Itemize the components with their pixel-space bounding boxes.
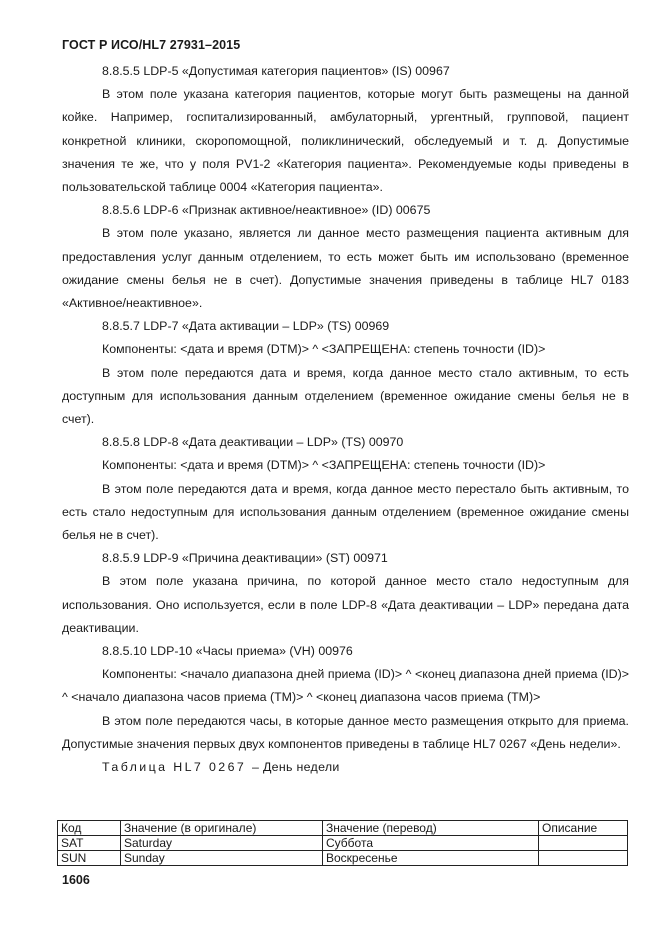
table-cell-description	[539, 851, 628, 866]
paragraph-ldp-8: В этом поле передаются дата и время, когда данное место перестало быть активным, то есть стало недоступным для использования данным отделением (временное ожидание смены белья не в счет).	[62, 481, 629, 543]
section-heading-ldp-5: 8.8.5.5 LDP-5 «Допустимая категория пациентов» (IS) 00967	[102, 64, 450, 78]
table-caption-title: – День недели	[252, 760, 340, 775]
paragraph-ldp-9: В этом поле указана причина, по которой данное место стало недоступным для использования. Оно используется, если в поле LDP-8 «Дата деактивации – LDP» передана дата деактивации.	[62, 574, 629, 635]
table-cell-original: Saturday	[121, 836, 323, 851]
table-cell-code: SUN	[58, 851, 121, 866]
table-header-translation: Значение (перевод)	[323, 821, 539, 836]
components-ldp-8: Компоненты: <дата и время (DTM)> ^ <ЗАПРЕЩЕНА: степень точности (ID)>	[102, 458, 546, 473]
table-row	[58, 851, 628, 866]
paragraph-ldp-6: В этом поле указано, является ли данное место размещения пациента активным для предоставления услуг данным отделением, то есть может быть им использовано (временное ожидание смены белья не в счет). Допустимые значения приведены в таблице HL7 0183 «Активное/неактивное».	[62, 226, 629, 311]
table-header-description: Описание	[539, 821, 628, 836]
table-cell-translation: Суббота	[323, 836, 539, 851]
table-row	[58, 836, 628, 851]
table-header-row	[58, 821, 628, 836]
paragraph-ldp-7: В этом поле передаются дата и время, когда данное место стало активным, то есть доступным для использования данным отделением (временное ожидание смены белья не в счет).	[62, 365, 629, 427]
section-heading-ldp-7: 8.8.5.7 LDP-7 «Дата активации – LDP» (TS) 00969	[102, 319, 390, 334]
paragraph-ldp-5: В этом поле указана категория пациентов, которые могут быть размещены на данной койке. Например, госпитализированный, амбулаторный, ургентный, групповой, пациент конкретной клиники, скоропомощной, поликлинический, обследуемый и т. д. Допустимые значения те же, что у поля PV1-2 «Категория пациента». Рекомендуемые коды приведены в пользовательской таблице 0004 «Категория пациента».	[62, 87, 629, 195]
section-heading-ldp-8: 8.8.5.8 LDP-8 «Дата деактивации – LDP» (TS) 00970	[102, 435, 404, 450]
components-ldp-7: Компоненты: <дата и время (DTM)> ^ <ЗАПРЕЩЕНА: степень точности (ID)>	[102, 342, 546, 357]
table-cell-description	[539, 836, 628, 851]
components-ldp-10: Компоненты: <начало диапазона дней приема (ID)> ^ <конец диапазона дней приема (ID)> ^ <начало диапазона часов приема (TM)> ^ <конец диапазона часов приема (TM)>	[62, 667, 629, 705]
page-number: 1606	[62, 873, 90, 887]
document-body	[62, 60, 629, 779]
table-header-code: Код	[58, 821, 121, 836]
section-heading-ldp-6: 8.8.5.6 LDP-6 «Признак активное/неактивное» (ID) 00675	[102, 203, 431, 218]
section-heading-ldp-9: 8.8.5.9 LDP-9 «Причина деактивации» (ST) 00971	[102, 551, 388, 566]
day-of-week-table	[57, 820, 628, 866]
table-cell-code: SAT	[58, 836, 121, 851]
document-header: ГОСТ Р ИСО/HL7 27931–2015	[62, 38, 241, 52]
paragraph-ldp-10: В этом поле передаются часы, в которые данное место размещения открыто для приема. Допустимые значения первых двух компонентов приведены в таблице HL7 0267 «День недели».	[62, 713, 629, 751]
table-cell-translation: Воскресенье	[323, 851, 539, 866]
section-heading-ldp-10: 8.8.5.10 LDP-10 «Часы приема» (VH) 00976	[102, 644, 353, 659]
table-caption	[62, 756, 629, 779]
table-caption-label: Таблица HL7 0267	[102, 760, 247, 775]
table-header-original: Значение (в оригинале)	[121, 821, 323, 836]
table-cell-original: Sunday	[121, 851, 323, 866]
